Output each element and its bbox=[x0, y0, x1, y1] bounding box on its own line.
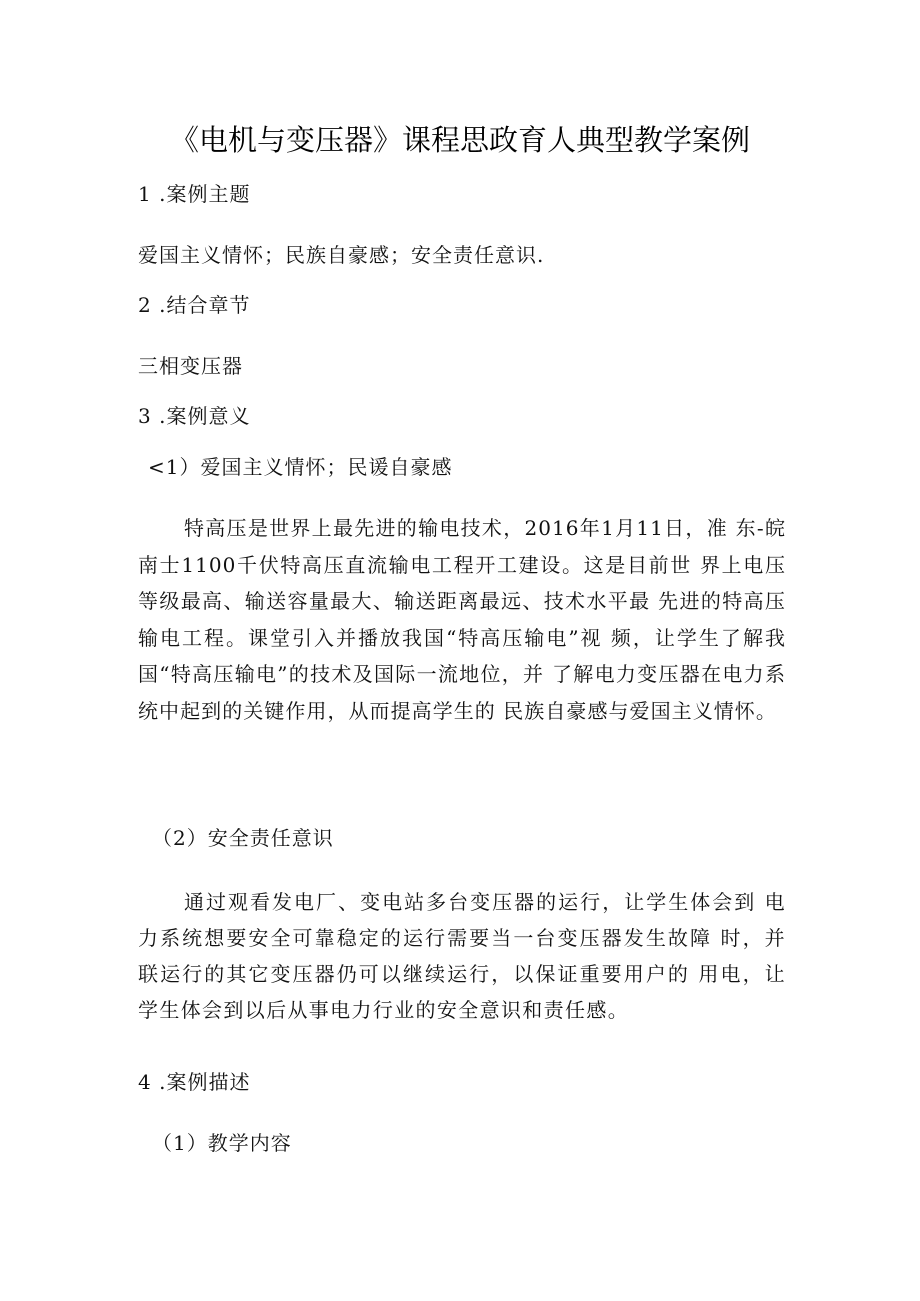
section-4-sub-1: （1）教学内容 bbox=[152, 1131, 292, 1155]
section-1-heading: 1 .案例主题 bbox=[138, 182, 251, 206]
section-4-heading: 4 .案例描述 bbox=[138, 1070, 251, 1094]
section-2-body: 三相变压器 bbox=[138, 354, 243, 378]
section-3-paragraph-1: 特高压是世界上最先进的输电技术，2016年1月11日，准 东-皖南士1100千伏特高压直流输电工程开工建设。这是目前世 界上电压等级最高、输送容量最大、输送距离最远、技术水平最 先进的特高压输电工程。课堂引入并播放我国“特高压输电”视 频，让学生了解我国“特高压输电”的技术及国际一流地位，并 了解电力变压器在电力系统中起到的关键作用，从而提高学生的 民族自豪感与爱国主义情怀。 bbox=[138, 516, 786, 723]
section-3-paragraph-2: 通过观看发电厂、变电站多台变压器的运行，让学生体会到 电力系统想要安全可靠稳定的运行需要当一台变压器发生故障 时，并联运行的其它变压器仍可以继续运行，以保证重要用户的 用电，让学生体会到以后从事电力行业的安全意识和责任感。 bbox=[138, 890, 786, 1022]
section-3-sub-2: （2）安全责任意识 bbox=[152, 826, 334, 850]
section-2-heading: 2 .结合章节 bbox=[138, 293, 251, 317]
section-3-sub-1: <1）爱国主义情怀；民谖自豪感 bbox=[148, 455, 453, 479]
section-1-body: 爱国主义情怀；民族自豪感；安全责任意识. bbox=[138, 243, 545, 267]
section-3-heading: 3 .案例意义 bbox=[138, 404, 251, 428]
document-title: 《电机与变压器》课程思政育人典型教学案例 bbox=[169, 123, 750, 157]
